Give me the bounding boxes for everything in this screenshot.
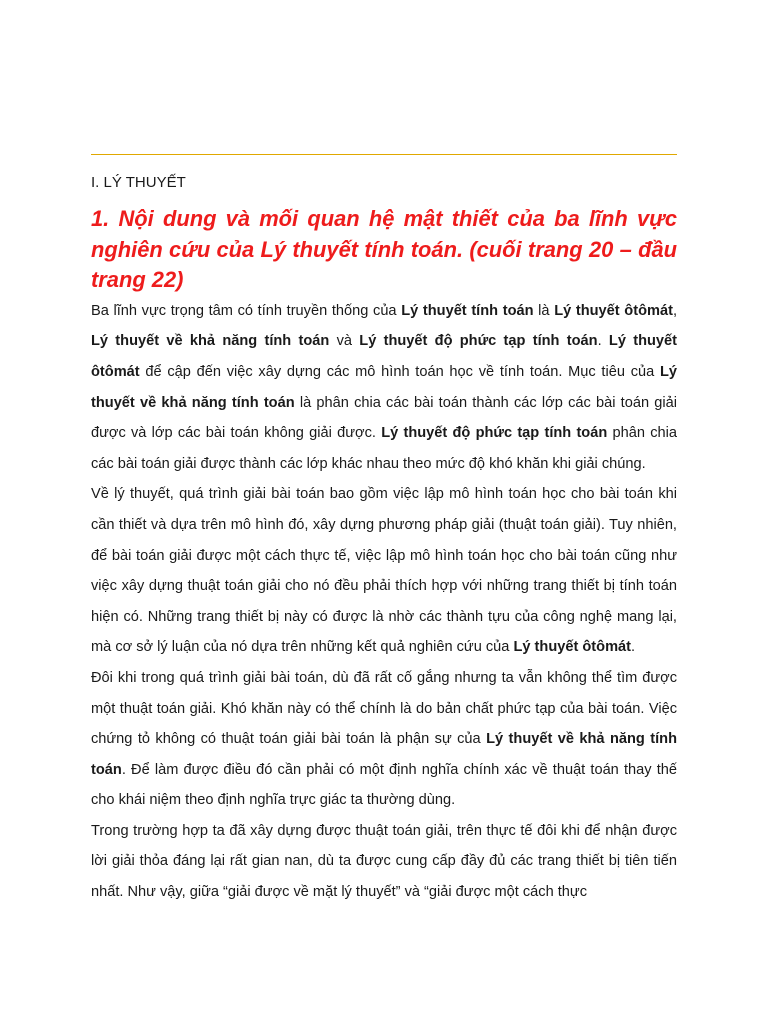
header-rule — [91, 154, 677, 155]
text-run: là — [533, 302, 555, 319]
bold-term: Lý thuyết về khả năng tính toán — [91, 731, 677, 778]
text-run: là phân chia các bài toán thành các lớp các bài toán giải được và lớp các bài toán không giải được. — [91, 394, 678, 442]
section-subtitle: 1. Nội dung và mối quan hệ mật thiết của ba lĩnh vực nghiên cứu của Lý thuyết tính toán. (cuối trang 20 – đầu trang 22) — [91, 206, 677, 293]
bold-term: Lý thuyết độ phức tạp tính toán — [359, 333, 598, 350]
text-run: phân chia các bài toán giải được thành các lớp khác nhau theo mức độ khó khăn khi giải chúng. — [91, 425, 677, 472]
bold-term: Lý thuyết về khả năng tính toán — [91, 333, 330, 350]
text-run: Ba lĩnh vực trọng tâm có tính truyền thống của — [91, 302, 402, 319]
text-run: , — [672, 302, 678, 319]
text-run: để cập đến việc xây dựng các mô hình toán học về tính toán. Mục tiêu của — [139, 363, 660, 380]
text-run: . — [631, 639, 636, 656]
text-run: Trong trường hợp ta đã xây dựng được thuật toán giải, trên thực tế đôi khi để nhận được lời giải thỏa đáng lại rất gian nan, dù ta được cung cấp đầy đủ các trang thiết bị tiên tiến nhất. Như vậy, giữa “giải được về mặt lý thuyết” và “giải được một cách thực — [91, 822, 677, 901]
paragraph-4 — [91, 816, 677, 908]
bold-term: Lý thuyết ôtômát — [513, 639, 632, 656]
paragraph-1 — [91, 296, 677, 480]
paragraph-3 — [91, 663, 677, 816]
text-run: và — [329, 333, 360, 350]
text-run: . — [597, 333, 609, 350]
bold-term: Lý thuyết độ phức tạp tính toán — [381, 425, 608, 442]
text-run: . Để làm được điều đó cần phải có một định nghĩa chính xác về thuật toán thay thế cho khái niệm theo định nghĩa trực giác ta thường dùng. — [91, 761, 677, 809]
text-run: Về lý thuyết, quá trình giải bài toán bao gồm việc lập mô hình toán học cho bài toán khi cần thiết và dựa trên mô hình đó, xây dựng phương pháp giải (thuật toán giải). Tuy nhiên, để bài toán giải được một cách thực tế, việc lập mô hình toán học cho bài toán cũng như việc xây dựng thuật toán giải cho nó đều phải thích hợp với những trang thiết bị tính toán hiện có. Những trang thiết bị này có được là nhờ các thành tựu của công nghệ mang lại, mà cơ sở lý luận của nó dựa trên những kết quả nghiên cứu của — [91, 486, 677, 656]
paragraph-2 — [91, 479, 677, 663]
bold-term: Lý thuyết về khả năng tính toán — [91, 363, 677, 411]
text-run: Đôi khi trong quá trình giải bài toán, dù đã rất cố gắng nhưng ta vẫn không thể tìm được một thuật toán giải. Khó khăn này có thể chính là do bản chất phức tạp của bài toán. Việc chứng tỏ không có thuật toán giải bài toán là phận sự của — [91, 669, 677, 748]
bold-term: Lý thuyết ôtômát — [91, 333, 677, 380]
section-title: I. LÝ THUYẾT — [91, 174, 186, 191]
bold-term: Lý thuyết ôtômát — [554, 302, 673, 319]
bold-term: Lý thuyết tính toán — [401, 302, 534, 319]
document-content — [91, 168, 677, 908]
